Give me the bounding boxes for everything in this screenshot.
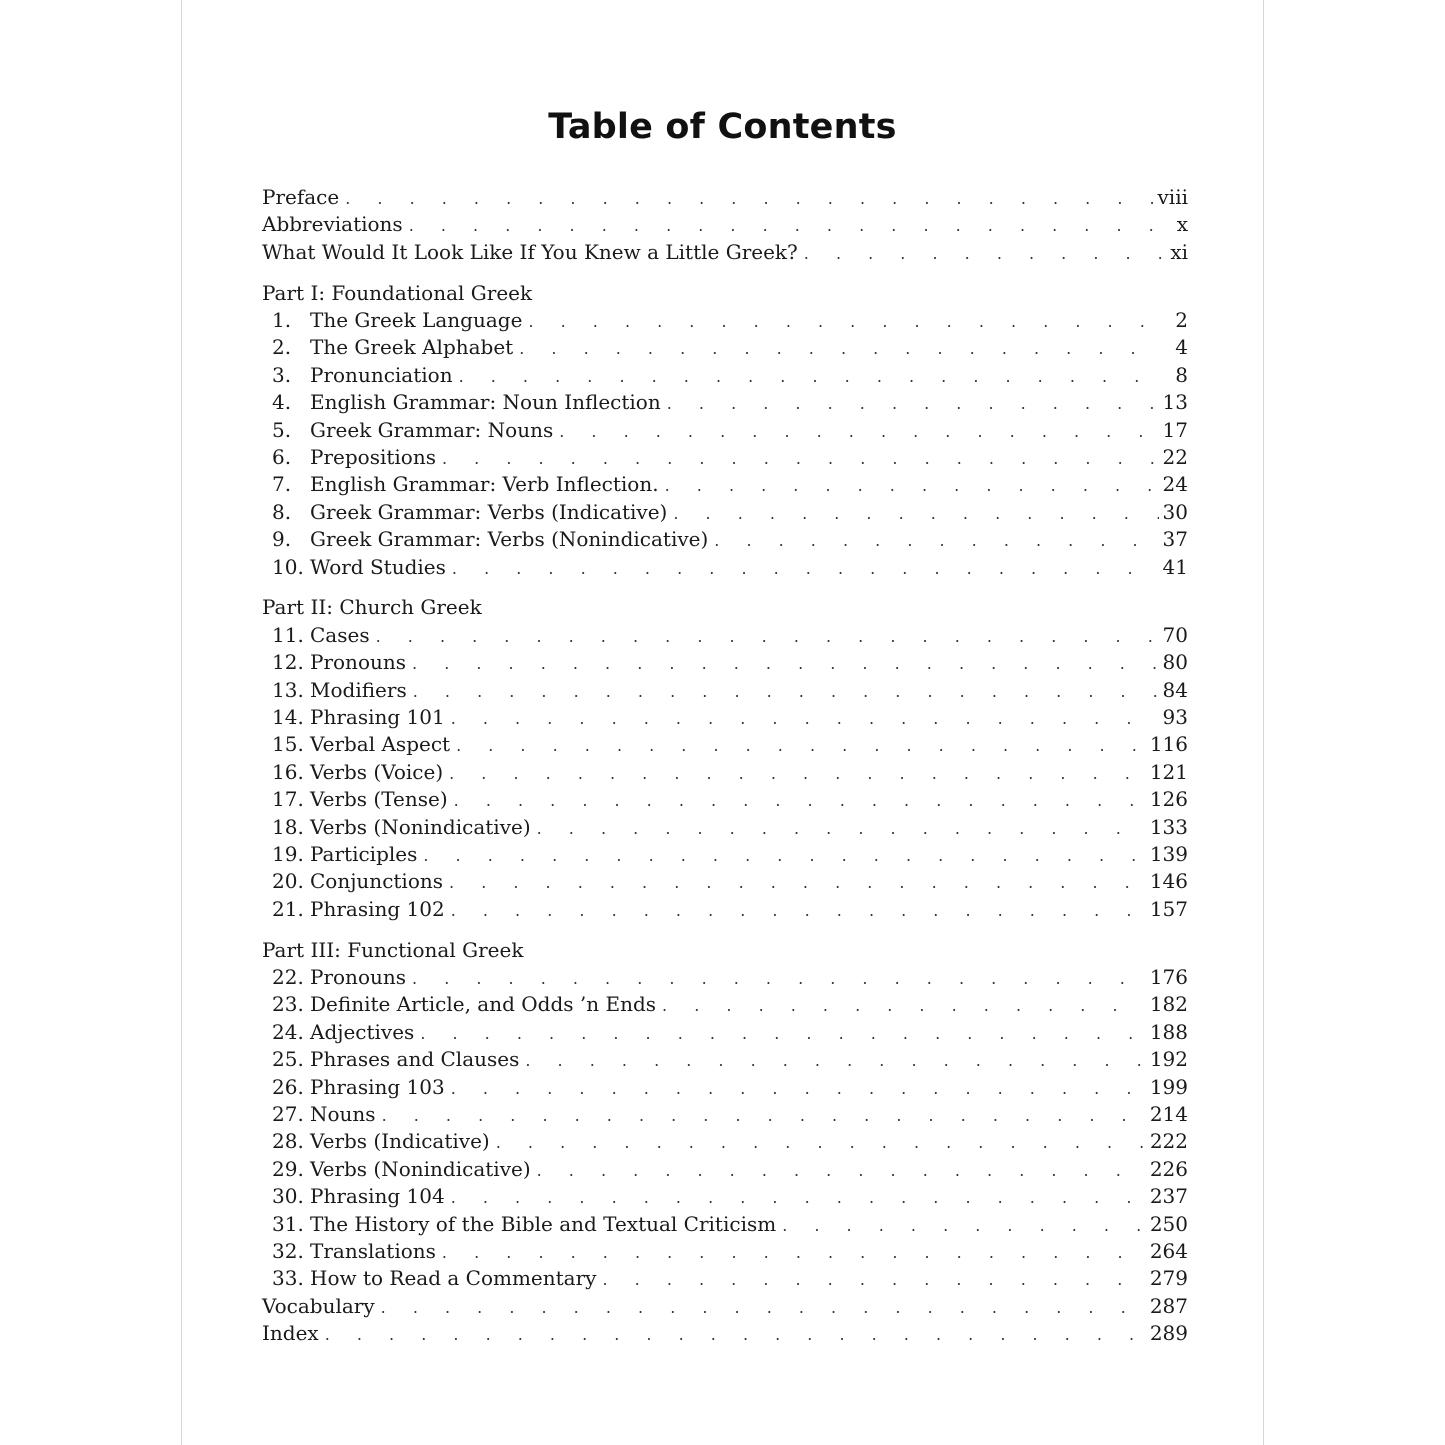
- chapter-number: 23.: [272, 992, 304, 1017]
- dot-leader: [409, 212, 1164, 239]
- page-number: 157: [1149, 896, 1188, 921]
- dot-leader: [451, 897, 1146, 924]
- entry-title: Greek Grammar: Verbs (Indicative): [310, 499, 668, 524]
- toc-chapter-entry[interactable]: [262, 1211, 1188, 1238]
- toc-chapter-entry[interactable]: [262, 334, 1188, 361]
- toc-chapter-entry[interactable]: [262, 389, 1188, 416]
- page-number: 222: [1149, 1129, 1188, 1154]
- entry-title: English Grammar: Noun Inflection: [310, 390, 661, 415]
- dot-leader: [525, 1047, 1145, 1074]
- dot-leader: [519, 335, 1164, 362]
- dot-leader: [451, 1184, 1146, 1211]
- page-number: 116: [1149, 732, 1188, 757]
- toc-chapter-entry[interactable]: [262, 868, 1188, 895]
- toc-chapter-entry[interactable]: [262, 964, 1188, 991]
- chapter-number: 2.: [272, 335, 292, 360]
- page-number: 279: [1149, 1266, 1188, 1291]
- page-number: 37: [1162, 527, 1188, 552]
- entry-title: The History of the Bible and Textual Criticism: [310, 1211, 777, 1236]
- chapter-number: 25.: [272, 1047, 304, 1072]
- chapter-number: 1.: [272, 308, 292, 333]
- entry-title: Definite Article, and Odds ’n Ends: [310, 992, 657, 1017]
- toc-chapter-entry[interactable]: [262, 759, 1188, 786]
- toc-chapter-entry[interactable]: [262, 526, 1188, 553]
- chapter-number: 17.: [272, 787, 304, 812]
- dot-leader: [782, 1212, 1146, 1239]
- dot-leader: [376, 623, 1159, 650]
- chapter-number: 16.: [272, 759, 304, 784]
- page-title: Table of Contents: [548, 107, 897, 148]
- toc-chapter-entry[interactable]: [262, 786, 1188, 813]
- dot-leader: [667, 390, 1159, 417]
- chapter-number: 27.: [272, 1102, 304, 1126]
- toc-entry[interactable]: [262, 239, 1188, 266]
- chapter-number: 28.: [272, 1129, 304, 1154]
- toc-entry[interactable]: [262, 1293, 1188, 1320]
- dot-leader: [496, 1129, 1146, 1156]
- dot-leader: [602, 1266, 1145, 1293]
- dot-leader: [442, 1239, 1146, 1266]
- dot-leader: [325, 1321, 1146, 1348]
- toc-chapter-entry[interactable]: [262, 731, 1188, 758]
- page-number: 13: [1162, 390, 1188, 415]
- page-number: 188: [1149, 1019, 1188, 1044]
- page-number: 70: [1162, 622, 1188, 647]
- page-number: 93: [1162, 705, 1188, 730]
- part-heading: Part II: Church Greek: [262, 595, 482, 620]
- dot-leader: [381, 1294, 1146, 1321]
- dot-leader: [673, 500, 1158, 527]
- dot-leader: [456, 732, 1146, 759]
- dot-leader: [451, 1075, 1146, 1102]
- dot-leader: [382, 1102, 1146, 1129]
- page-number: 80: [1162, 650, 1188, 675]
- entry-title: Phrases and Clauses: [310, 1047, 520, 1072]
- page-number: 84: [1162, 677, 1188, 702]
- toc-chapter-entry[interactable]: [262, 1046, 1188, 1073]
- toc-chapter-entry[interactable]: [262, 499, 1188, 526]
- chapter-number: 33.: [272, 1266, 304, 1291]
- chapter-number: 21.: [272, 896, 304, 921]
- toc-chapter-entry[interactable]: [262, 444, 1188, 471]
- toc-chapter-entry[interactable]: [262, 991, 1188, 1018]
- part-heading: Part I: Foundational Greek: [262, 280, 533, 305]
- chapter-number: 32.: [272, 1238, 304, 1263]
- dot-leader: [714, 527, 1158, 554]
- entry-title: Phrasing 103: [310, 1074, 445, 1099]
- page-number: 133: [1149, 814, 1188, 839]
- page-number: 4: [1175, 335, 1188, 360]
- page-number: viii: [1157, 185, 1188, 209]
- page-number: 250: [1149, 1211, 1188, 1236]
- chapter-number: 13.: [272, 677, 304, 702]
- dot-leader: [665, 472, 1159, 499]
- page-number: 30: [1162, 499, 1188, 524]
- chapter-number: 26.: [272, 1074, 304, 1099]
- chapter-number: 22.: [272, 965, 304, 990]
- entry-title: The Greek Language: [310, 308, 523, 333]
- dot-leader: [345, 185, 1153, 212]
- dot-leader: [451, 705, 1159, 732]
- entry-title: What Would It Look Like If You Knew a Little Greek?: [262, 239, 798, 264]
- toc-chapter-entry[interactable]: [262, 307, 1188, 334]
- entry-title: Verbal Aspect: [310, 732, 451, 757]
- page-number: 126: [1149, 787, 1188, 812]
- toc-chapter-entry[interactable]: [262, 1265, 1188, 1292]
- page-number: 176: [1149, 965, 1188, 990]
- toc-chapter-entry[interactable]: [262, 1183, 1188, 1210]
- entry-title: Preface: [262, 185, 340, 209]
- page-number: xi: [1170, 239, 1188, 264]
- chapter-number: 18.: [272, 814, 304, 839]
- page-number: 146: [1149, 869, 1188, 894]
- page-number: 24: [1162, 472, 1188, 497]
- page-number: 264: [1149, 1238, 1188, 1263]
- entry-title: Verbs (Nonindicative): [310, 1156, 531, 1181]
- chapter-number: 14.: [272, 705, 304, 730]
- entry-title: Pronouns: [310, 650, 407, 675]
- toc-chapter-entry[interactable]: [262, 417, 1188, 444]
- entry-title: Greek Grammar: Nouns: [310, 417, 554, 442]
- entry-title: Cases: [310, 622, 370, 647]
- page-number: 237: [1149, 1184, 1188, 1209]
- toc-chapter-entry[interactable]: [262, 622, 1188, 649]
- entry-title: Pronunciation: [310, 362, 453, 387]
- page-number: 199: [1149, 1074, 1188, 1099]
- dot-leader: [537, 1157, 1146, 1184]
- entry-title: Adjectives: [310, 1019, 415, 1044]
- page-number: 214: [1149, 1102, 1188, 1126]
- entry-title: Phrasing 104: [310, 1184, 445, 1209]
- dot-leader: [413, 678, 1159, 705]
- dot-leader: [449, 760, 1146, 787]
- chapter-number: 5.: [272, 417, 292, 442]
- entry-title: Phrasing 102: [310, 896, 445, 921]
- dot-leader: [454, 787, 1146, 814]
- entry-title: Pronouns: [310, 965, 407, 990]
- entry-title: Nouns: [310, 1102, 376, 1126]
- toc-chapter-entry[interactable]: [262, 1074, 1188, 1101]
- chapter-number: 9.: [272, 527, 292, 552]
- chapter-number: 4.: [272, 390, 292, 415]
- page-number: 289: [1149, 1321, 1188, 1346]
- dot-leader: [459, 363, 1164, 390]
- entry-title: Conjunctions: [310, 869, 444, 894]
- entry-title: Modifiers: [310, 677, 407, 702]
- dot-leader: [662, 992, 1146, 1019]
- dot-leader: [442, 445, 1159, 472]
- toc-entry[interactable]: [262, 211, 1188, 238]
- entry-title: Index: [262, 1321, 319, 1346]
- dot-leader: [423, 842, 1145, 869]
- dot-leader: [804, 240, 1164, 267]
- toc-chapter-entry[interactable]: [262, 1128, 1188, 1155]
- dot-leader: [412, 650, 1159, 677]
- entry-title: How to Read a Commentary: [310, 1266, 597, 1291]
- toc-chapter-entry[interactable]: [262, 1019, 1188, 1046]
- dot-leader: [559, 418, 1158, 445]
- dot-leader: [449, 869, 1146, 896]
- entry-title: Translations: [310, 1238, 436, 1263]
- toc-entry[interactable]: [262, 1320, 1188, 1347]
- page-number: 226: [1149, 1156, 1188, 1181]
- toc-chapter-entry[interactable]: [262, 362, 1188, 389]
- page-number: 8: [1175, 362, 1188, 387]
- entry-title: Greek Grammar: Verbs (Nonindicative): [310, 527, 709, 552]
- toc-chapter-entry[interactable]: [262, 471, 1188, 498]
- page-number: 22: [1162, 445, 1188, 470]
- chapter-number: 11.: [272, 622, 304, 647]
- toc-chapter-entry[interactable]: [262, 1238, 1188, 1265]
- entry-title: Phrasing 101: [310, 705, 445, 730]
- chapter-number: 15.: [272, 732, 304, 757]
- entry-title: Verbs (Indicative): [310, 1129, 490, 1154]
- chapter-number: 19.: [272, 841, 304, 866]
- entry-title: Word Studies: [310, 554, 446, 579]
- chapter-number: 6.: [272, 445, 292, 470]
- page-number: 192: [1149, 1047, 1188, 1072]
- toc-entry[interactable]: [262, 184, 1188, 211]
- chapter-number: 29.: [272, 1156, 304, 1181]
- table-of-contents: [262, 184, 1188, 1348]
- page-number: 287: [1149, 1293, 1188, 1318]
- chapter-number: 20.: [272, 869, 304, 894]
- page-number: 139: [1149, 841, 1188, 866]
- page-number: 17: [1162, 417, 1188, 442]
- dot-leader: [528, 308, 1164, 335]
- chapter-number: 3.: [272, 362, 292, 387]
- entry-title: Prepositions: [310, 445, 436, 470]
- toc-chapter-entry[interactable]: [262, 841, 1188, 868]
- page-number: 2: [1175, 308, 1188, 333]
- toc-chapter-entry[interactable]: [262, 1156, 1188, 1183]
- toc-chapter-entry[interactable]: [262, 554, 1188, 581]
- dot-leader: [420, 1020, 1145, 1047]
- dot-leader: [537, 815, 1146, 842]
- chapter-number: 24.: [272, 1019, 304, 1044]
- entry-title: Participles: [310, 841, 418, 866]
- page-number: 182: [1149, 992, 1188, 1017]
- dot-leader: [452, 555, 1159, 582]
- toc-chapter-entry[interactable]: [262, 814, 1188, 841]
- toc-chapter-entry[interactable]: [262, 704, 1188, 731]
- chapter-number: 10.: [272, 554, 304, 579]
- chapter-number: 30.: [272, 1184, 304, 1209]
- toc-chapter-entry[interactable]: [262, 896, 1188, 923]
- page-number: 121: [1149, 759, 1188, 784]
- entry-title: Verbs (Voice): [310, 759, 444, 784]
- part-heading: Part III: Functional Greek: [262, 937, 524, 962]
- chapter-number: 31.: [272, 1211, 304, 1236]
- entry-title: Abbreviations: [262, 212, 403, 237]
- entry-title: Verbs (Nonindicative): [310, 814, 531, 839]
- toc-chapter-entry[interactable]: [262, 649, 1188, 676]
- entry-title: The Greek Alphabet: [310, 335, 514, 360]
- entry-title: English Grammar: Verb Inflection.: [310, 472, 659, 497]
- page-number: x: [1176, 212, 1188, 237]
- toc-chapter-entry[interactable]: [262, 677, 1188, 704]
- page-number: 41: [1162, 554, 1188, 579]
- dot-leader: [412, 965, 1146, 992]
- entry-title: Vocabulary: [262, 1293, 375, 1318]
- chapter-number: 7.: [272, 472, 292, 497]
- toc-chapter-entry[interactable]: [262, 1101, 1188, 1128]
- chapter-number: 12.: [272, 650, 304, 675]
- entry-title: Verbs (Tense): [310, 787, 448, 812]
- chapter-number: 8.: [272, 499, 292, 524]
